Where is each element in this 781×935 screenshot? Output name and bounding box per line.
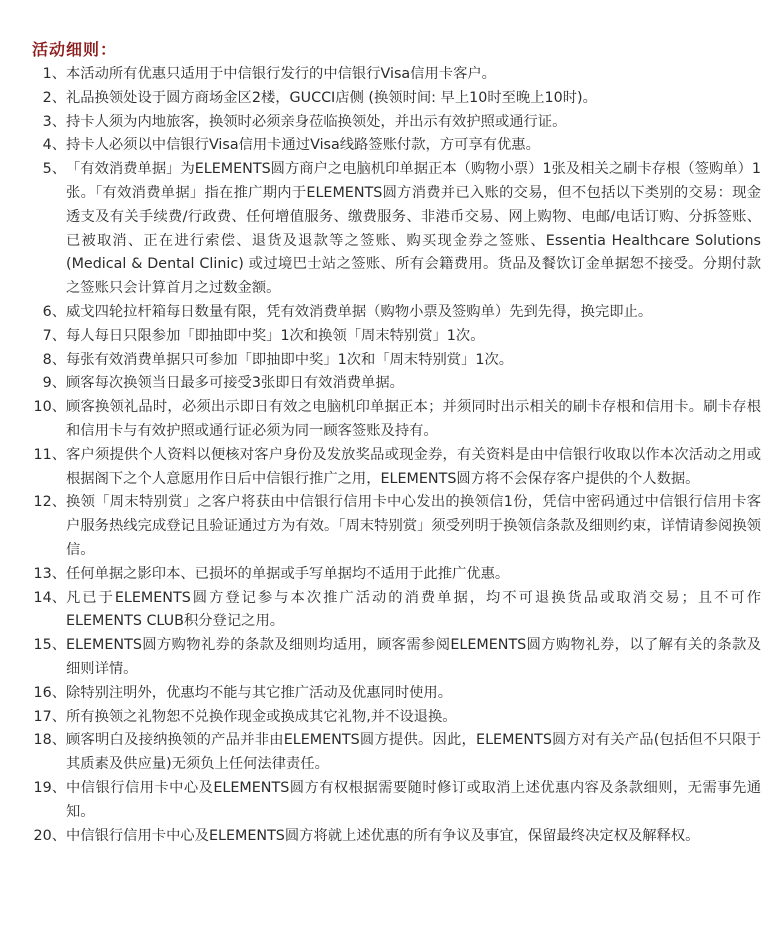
rule-text: 本活动所有优惠只适用于中信银行发行的中信银行Visa信用卡客户。: [66, 66, 496, 82]
rule-text: 每人每日只限参加「即抽即中奖」1次和换领「周末特别赏」1次。: [66, 327, 485, 344]
rule-number: 18、: [33, 732, 66, 749]
rule-number: 7、: [42, 327, 66, 344]
rule-number: 13、: [33, 565, 66, 582]
rule-text: 顾客每次换领当日最多可接受3张即日有效消费单据。: [66, 375, 404, 392]
rules-list: [30, 63, 761, 848]
rule-number: 20、: [33, 827, 66, 844]
rule-number: 1、: [42, 66, 66, 82]
rule-item: [30, 777, 761, 825]
rule-text: 持卡人须为内地旅客，换领时必须亲身莅临换领处，并出示有效护照或通行证。: [66, 113, 567, 130]
rule-number: 9、: [42, 375, 66, 392]
rule-item: [30, 444, 761, 492]
terms-heading: 活动细则：: [32, 40, 118, 59]
rule-item: [30, 158, 761, 301]
rule-number: 10、: [33, 399, 66, 416]
rule-number: 19、: [33, 779, 66, 796]
rule-number: 8、: [42, 351, 66, 368]
rule-number: 11、: [33, 446, 66, 463]
rule-item: [30, 825, 761, 849]
rule-text: ELEMENTS圆方购物礼券的条款及细则均适用，顾客需参阅ELEMENTS圆方购物礼券，以了解有关的条款及细则详情。: [66, 637, 761, 677]
rule-item: [30, 349, 761, 373]
rule-item: [30, 682, 761, 706]
rule-text: 中信银行信用卡中心及ELEMENTS圆方将就上述优惠的所有争议及事宜，保留最终决定权及解释权。: [66, 827, 700, 844]
rule-number: 17、: [33, 708, 66, 725]
rule-number: 16、: [33, 684, 66, 701]
rule-text: 除特别注明外，优惠均不能与其它推广活动及优惠同时使用。: [66, 684, 453, 701]
rule-text: 所有换领之礼物恕不兑换作现金或换成其它礼物,并不设退换。: [66, 708, 457, 725]
rule-text: 任何单据之影印本、已损坏的单据或手写单据均不适用于此推广优惠。: [66, 565, 510, 582]
rule-number: 6、: [42, 303, 66, 320]
rule-item: [30, 134, 761, 158]
rule-text: 每张有效消费单据只可参加「即抽即中奖」1次和「周末特别赏」1次。: [66, 351, 514, 368]
rule-text: 顾客明白及接纳换领的产品并非由ELEMENTS圆方提供。因此，ELEMENTS圆方对有关产品(包括但不只限于其质素及供应量)无须负上任何法律责任。: [66, 732, 761, 773]
rule-text: 礼品换领处设于圆方商场金区2楼，GUCCI店侧 (换领时间: 早上10时至晚上10时)。: [66, 89, 597, 106]
rule-number: 14、: [33, 589, 66, 606]
rule-item: [30, 396, 761, 444]
rule-item: [30, 372, 761, 396]
rule-text: 中信银行信用卡中心及ELEMENTS圆方有权根据需要随时修订或取消上述优惠内容及条款细则，无需事先通知。: [66, 779, 761, 820]
rule-number: 12、: [33, 494, 66, 511]
rule-item: [30, 563, 761, 587]
rule-text: 威戈四轮拉杆箱每日数量有限，凭有效消费单据（购物小票及签购单）先到先得，换完即止。: [66, 303, 653, 320]
rule-item: [30, 325, 761, 349]
rule-number: 3、: [42, 113, 66, 130]
rule-text: 客户须提供个人资料以便核对客户身份及发放奖品或现金券，有关资料是由中信银行收取以作本次活动之用或根据阁下之个人意愿用作日后中信银行推广之用，ELEMENTS圆方将不会保存客户提供的个人数据。: [66, 446, 761, 487]
rule-item: [30, 63, 761, 87]
rule-item: [30, 634, 761, 682]
rule-item: [30, 587, 761, 635]
rule-item: [30, 87, 761, 111]
rule-text: 「有效消费单据」为ELEMENTS圆方商户之电脑机印单据正本（购物小票）1张及相关之刷卡存根（签购单）1张。「有效消费单据」指在推广期内于ELEMENTS圆方消费并已入账的交易，但不包括以下类别的交易：现金透支及有关手续费/行政费、任何增值服务、缴费服务、非港币交易、网上购物、电邮/电话订购、分拆签账、已被取消、正在进行索偿、退货及退款等之签账、购买现金券之签账、Essentia Healthcare Solutions (Medical & Dental Clinic) 或过境巴士站之签账、所有会籍费用。货品及餐饮订金单据恕不接受。分期付款之签账只会计算首月之过数金额。: [66, 161, 761, 297]
rule-item: [30, 301, 761, 325]
rule-text: 换领「周末特别赏」之客户将获由中信银行信用卡中心发出的换领信1份，凭信中密码通过中信银行信用卡客户服务热线完成登记且验证通过方为有效。「周末特别赏」须受列明于换领信条款及细则约束，详情请参阅换领信。: [66, 494, 761, 558]
rule-number: 5、: [42, 161, 66, 178]
rule-item: [30, 491, 761, 562]
rule-item: [30, 729, 761, 777]
rule-item: [30, 706, 761, 730]
rule-text: 顾客换领礼品时，必须出示即日有效之电脑机印单据正本；并须同时出示相关的刷卡存根和信用卡。刷卡存根和信用卡与有效护照或通行证必须为同一顾客签账及持有。: [66, 399, 761, 439]
rule-number: 15、: [33, 637, 66, 654]
rule-text: 凡已于ELEMENTS圆方登记参与本次推广活动的消费单据，均不可退换货品或取消交易；且不可作ELEMENTS CLUB积分登记之用。: [66, 589, 761, 630]
rule-text: 持卡人必须以中信银行Visa信用卡通过Visa线路签账付款，方可享有优惠。: [66, 137, 540, 154]
rule-number: 4、: [42, 137, 66, 154]
rule-number: 2、: [42, 89, 66, 106]
rule-item: [30, 111, 761, 135]
